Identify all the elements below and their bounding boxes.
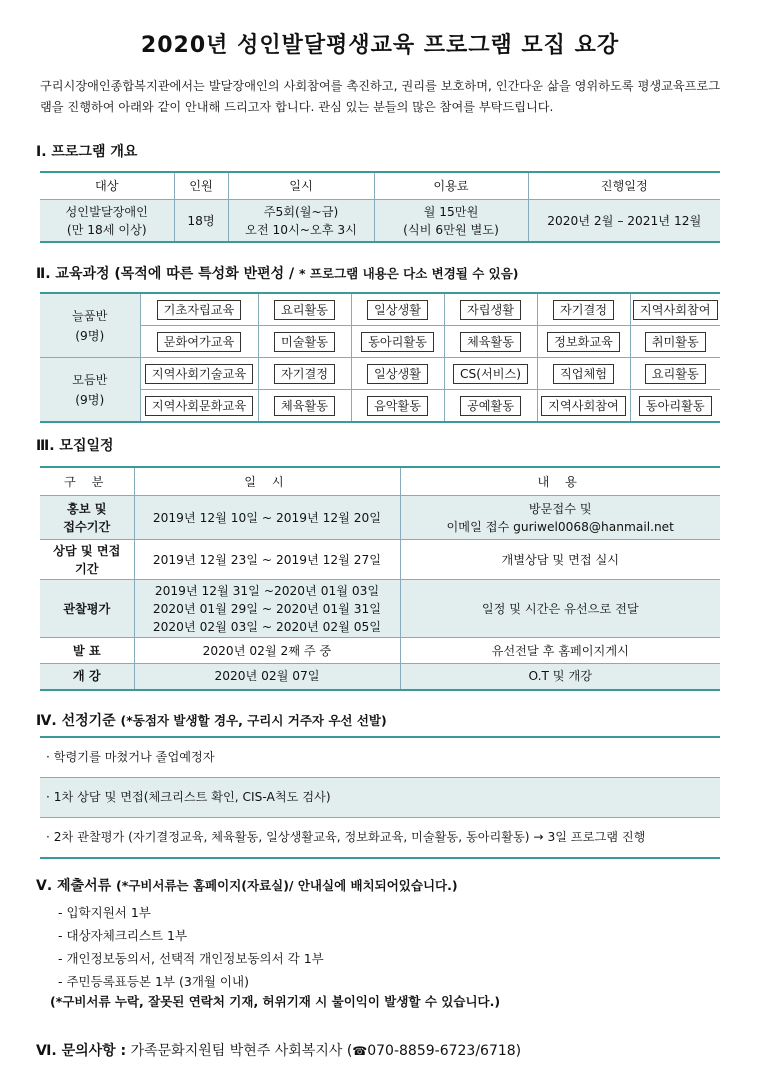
course-cell	[351, 326, 444, 358]
row-label	[40, 540, 134, 580]
header-date: 일 시	[134, 467, 400, 496]
course-label: 동아리활동	[361, 332, 434, 352]
section-5-note: (*구비서류는 홈페이지(자료실)/ 안내실에 배치되어있습니다.)	[116, 878, 458, 893]
schedule-row	[40, 638, 720, 664]
section-5-title: Ⅴ. 제출서류	[36, 878, 112, 894]
schedule-row	[40, 496, 720, 540]
overview-table	[40, 171, 720, 243]
row-content: 유선전달 후 홈페이지게시	[400, 638, 720, 664]
page-title: 2020년 성인발달평생교육 프로그램 모집 요강	[140, 33, 620, 58]
fee-line-1: 월 15만원	[423, 204, 479, 219]
header-target: 대상	[40, 172, 174, 200]
target-line-2: (만 18세 이상)	[66, 222, 147, 237]
header-category: 구 분	[40, 467, 134, 496]
section-4-heading	[36, 710, 387, 730]
label-line-2: 접수기간	[63, 519, 111, 534]
course-label: 체육활동	[460, 332, 521, 352]
content-line-1: 방문접수 및	[528, 501, 592, 516]
curriculum-row	[40, 358, 720, 390]
schedule-header-row	[40, 467, 720, 496]
course-cell	[630, 390, 720, 423]
fee-cell	[374, 200, 528, 243]
section-4-title: Ⅳ. 선정기준	[36, 713, 116, 729]
course-label: CS(서비스)	[453, 364, 528, 384]
course-label: 문화여가교육	[157, 332, 242, 352]
course-label: 직업체험	[553, 364, 614, 384]
date-line: 2020년 01월 29일 ~ 2020년 01월 31일	[152, 601, 382, 616]
course-cell	[140, 390, 258, 423]
course-label: 미술활동	[274, 332, 335, 352]
course-label: 요리활동	[645, 364, 706, 384]
course-cell	[444, 293, 537, 326]
course-label: 취미활동	[645, 332, 706, 352]
course-cell	[630, 358, 720, 390]
phone-icon: ☎	[352, 1044, 368, 1058]
course-label: 일상생활	[367, 364, 428, 384]
section-2-note: * 프로그램 내용은 다소 변경될 수 있음)	[299, 266, 519, 281]
group-count: (9명)	[75, 392, 105, 407]
overview-header-row	[40, 172, 720, 200]
curriculum-table	[40, 292, 720, 423]
course-cell	[258, 358, 351, 390]
course-label: 자기결정	[274, 364, 335, 384]
course-cell	[258, 390, 351, 423]
header-fee: 이용료	[374, 172, 528, 200]
contact-phone: 070-8859-6723/6718)	[367, 1043, 522, 1059]
course-cell	[351, 293, 444, 326]
overview-data-row	[40, 200, 720, 243]
schedule-cell: 2020년 2월 – 2021년 12월	[528, 200, 720, 243]
contact-person: 가족문화지원팀 박현주 사회복지사 (	[130, 1043, 353, 1059]
curriculum-row	[40, 326, 720, 358]
course-label: 기초자립교육	[157, 300, 242, 320]
label-line-1: 상담 및 면접	[53, 543, 121, 558]
row-content: 개별상담 및 면접 실시	[400, 540, 720, 580]
course-label: 일상생활	[367, 300, 428, 320]
schedule-row	[40, 580, 720, 638]
row-date: 2019년 12월 23일 ~ 2019년 12월 27일	[134, 540, 400, 580]
label-line-2: 기간	[74, 561, 99, 576]
row-date: 2020년 02월 07일	[134, 664, 400, 690]
target-cell	[40, 200, 174, 243]
course-cell	[444, 358, 537, 390]
recruitment-schedule-table	[40, 466, 720, 691]
criteria-item: · 1차 상담 및 면접(체크리스트 확인, CIS-A척도 검사)	[40, 778, 720, 818]
document-list	[58, 901, 324, 993]
section-4-note: (*동점자 발생할 경우, 구리시 거주자 우선 선발)	[120, 713, 387, 728]
schedule-row	[40, 540, 720, 580]
course-label: 체육활동	[274, 396, 335, 416]
row-date: 2020년 02월 2째 주 중	[134, 638, 400, 664]
course-cell	[140, 326, 258, 358]
header-content: 내 용	[400, 467, 720, 496]
section-2-heading	[36, 263, 519, 283]
course-cell	[444, 390, 537, 423]
row-content: 일정 및 시간은 유선으로 전달	[400, 580, 720, 638]
course-cell	[258, 293, 351, 326]
document-item: - 개인정보동의서, 선택적 개인정보동의서 각 1부	[58, 951, 324, 966]
course-cell	[258, 326, 351, 358]
course-cell	[537, 390, 630, 423]
course-cell	[140, 293, 258, 326]
document-warning: (*구비서류 누락, 잘못된 연락처 기재, 허위기재 시 불이익이 발생할 수 있습니다.)	[50, 994, 501, 1009]
course-label: 요리활동	[274, 300, 335, 320]
course-cell	[630, 326, 720, 358]
course-cell	[537, 326, 630, 358]
criteria-item: · 학령기를 마쳤거나 졸업예정자	[40, 738, 720, 778]
group-name: 늘품반	[72, 308, 108, 323]
course-cell	[537, 293, 630, 326]
course-label: 지역사회참여	[633, 300, 718, 320]
row-label: 관찰평가	[40, 580, 134, 638]
content-line-2: 이메일 접수 guriwel0068@hanmail.net	[446, 519, 674, 534]
row-date: 2019년 12월 10일 ~ 2019년 12월 20일	[134, 496, 400, 540]
header-count: 인원	[174, 172, 228, 200]
row-content: O.T 및 개강	[400, 664, 720, 690]
group-cell	[40, 358, 140, 423]
fee-line-2: (식비 6만원 별도)	[403, 222, 499, 237]
section-1-heading: Ⅰ. 프로그램 개요	[36, 144, 138, 160]
criteria-item: · 2차 관찰평가 (자기결정교육, 체육활동, 일상생활교육, 정보화교육, 미술활동, 동아리활동) → 3일 프로그램 진행	[46, 830, 646, 844]
document-item: - 주민등록표등본 1부 (3개월 이내)	[58, 974, 249, 989]
group-cell	[40, 293, 140, 358]
group-name: 모듬반	[72, 372, 108, 387]
document-item: - 입학지원서 1부	[58, 905, 151, 920]
section-3-heading: Ⅲ. 모집일정	[36, 438, 114, 454]
time-cell	[228, 200, 374, 243]
header-schedule: 진행일정	[528, 172, 720, 200]
count-cell: 18명	[174, 200, 228, 243]
course-cell	[351, 390, 444, 423]
label-line-1: 홍보 및	[66, 501, 107, 516]
date-line: 2020년 02월 03일 ~ 2020년 02월 05일	[152, 619, 382, 634]
course-label: 동아리활동	[639, 396, 712, 416]
course-label: 음악활동	[367, 396, 428, 416]
section-2-title: Ⅱ. 교육과정 (목적에 따른 특성화 반편성 /	[36, 266, 295, 282]
course-label: 지역사회문화교육	[145, 396, 253, 416]
course-label: 지역사회참여	[541, 396, 626, 416]
curriculum-row	[40, 293, 720, 326]
document-item: - 대상자체크리스트 1부	[58, 928, 188, 943]
intro-paragraph: 구리시장애인종합복지관에서는 발달장애인의 사회참여를 촉진하고, 권리를 보호하며, 인간다운 삶을 영위하도록 평생교육프로그램을 진행하여 아래와 같이 안내해 드리고자 합니다. 관심 있는 분들의 많은 참여를 부탁드립니다.	[40, 79, 720, 114]
course-label: 자기결정	[553, 300, 614, 320]
row-date	[134, 580, 400, 638]
curriculum-row	[40, 390, 720, 423]
course-cell	[140, 358, 258, 390]
criteria-list	[40, 736, 720, 859]
date-line: 2019년 12월 31일 ~2020년 01월 03일	[154, 583, 380, 598]
course-cell	[537, 358, 630, 390]
course-cell	[444, 326, 537, 358]
contact-line	[36, 1040, 521, 1060]
section-5-heading	[36, 875, 458, 895]
time-line-2: 오전 10시~오후 3시	[245, 222, 357, 237]
course-cell	[351, 358, 444, 390]
section-6-title: Ⅵ. 문의사항 :	[36, 1043, 127, 1059]
target-line-1: 성인발달장애인	[65, 204, 148, 219]
course-label: 자립생활	[460, 300, 521, 320]
row-label: 발 표	[40, 638, 134, 664]
course-label: 정보화교육	[547, 332, 620, 352]
course-label: 지역사회기술교육	[145, 364, 253, 384]
row-content	[400, 496, 720, 540]
time-line-1: 주5회(월~금)	[263, 204, 339, 219]
course-cell	[630, 293, 720, 326]
schedule-row	[40, 664, 720, 690]
course-label: 공예활동	[460, 396, 521, 416]
header-time: 일시	[228, 172, 374, 200]
row-label: 개 강	[40, 664, 134, 690]
row-label	[40, 496, 134, 540]
group-count: (9명)	[75, 328, 105, 343]
